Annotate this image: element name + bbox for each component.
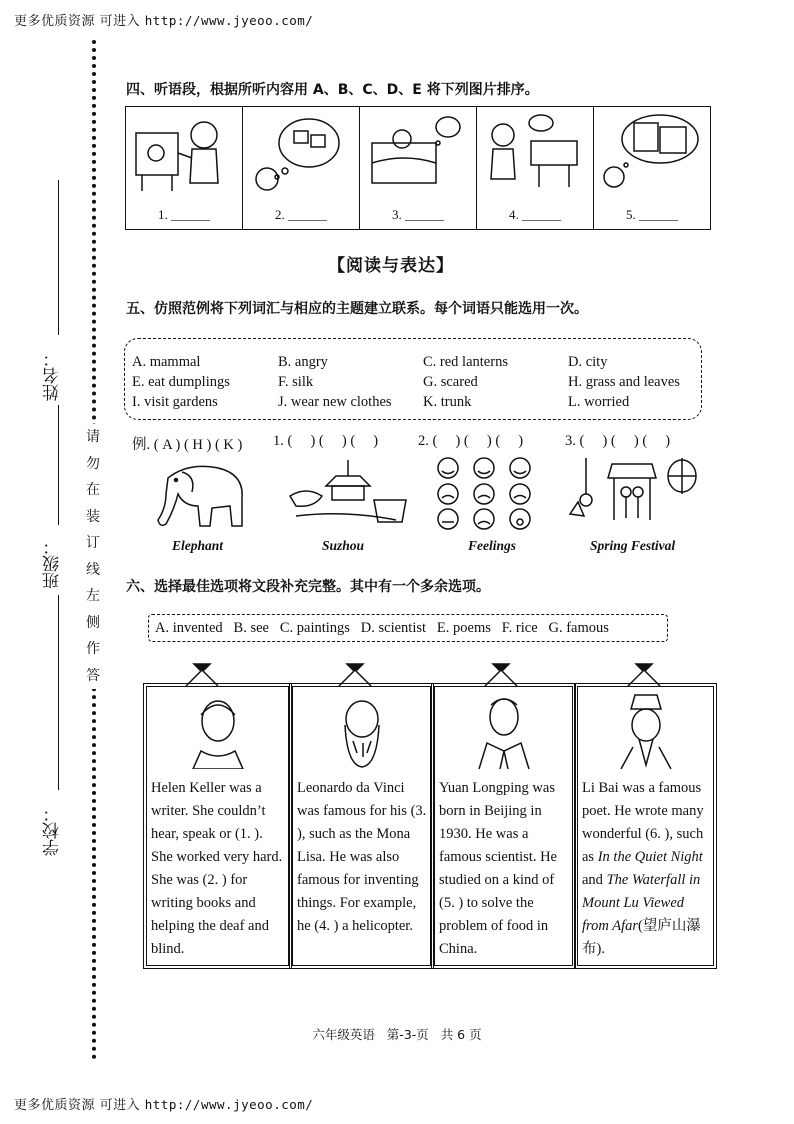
- elephant-icon: [148, 458, 248, 533]
- theme-suzhou: Suzhou: [322, 538, 365, 553]
- li-bai-portrait-icon: [611, 691, 681, 769]
- school-line: [58, 595, 59, 790]
- class-label: 班级：: [43, 538, 63, 589]
- hook-icon-4: [624, 658, 664, 688]
- q5-word-f: F. silk: [278, 374, 314, 390]
- q5-word-a: A. mammal: [132, 354, 201, 370]
- boy-in-bed-icon: [366, 113, 466, 193]
- section-title: 【阅读与表达】: [328, 256, 454, 276]
- card-text-2: Leonardo da Vinci was famous for his (3. ), such as the Mona Lisa. He was also famous for inventing things. For example, he (4. ) a helicopter.: [297, 780, 427, 934]
- spring-festival-icon: [560, 454, 700, 532]
- hook-icon-3: [481, 658, 521, 688]
- boy-with-tv-icon: [483, 113, 587, 193]
- q5-word-g: G. scared: [423, 374, 478, 390]
- page-footer: 六年级英语 第-3-页 共 6 页: [312, 1027, 482, 1042]
- q4-picture-3: [360, 107, 477, 229]
- hook-icon-1: [182, 658, 222, 688]
- header-link-text: 更多优质资源 可进入 http://www.jyeoo.com/: [14, 13, 314, 29]
- q5-word-l: L. worried: [568, 394, 630, 410]
- q5-word-k: K. trunk: [423, 394, 472, 410]
- footer-link-text: 更多优质资源 可进入 http://www.jyeoo.com/: [14, 1097, 314, 1113]
- q5-word-d: D. city: [568, 354, 608, 370]
- q4-picture-row: [125, 106, 711, 230]
- q5-answer-3[interactable]: 3. ( ) ( ) ( ): [565, 433, 671, 449]
- q5-example-answer: 例. ( A ) ( H ) ( K ): [132, 437, 243, 453]
- footer-url[interactable]: http://www.jyeoo.com/: [144, 1097, 314, 1112]
- poem-title-1: In the Quiet Night: [597, 849, 703, 865]
- q5-word-b: B. angry: [278, 354, 328, 370]
- q5-word-i: I. visit gardens: [132, 394, 218, 410]
- card-leonardo: [292, 686, 431, 966]
- feelings-faces-icon: [430, 456, 540, 531]
- q6-options-box: [148, 614, 668, 642]
- name-label: 姓名：: [43, 350, 63, 401]
- card-li-bai: [577, 686, 714, 966]
- q4-blank-1[interactable]: 1. ______: [158, 207, 210, 222]
- boy-pointing-board-icon: [132, 113, 232, 193]
- q5-title: 五、仿照范例将下列词汇与相应的主题建立联系。每个词语只能选用一次。: [126, 301, 588, 317]
- card-text-1: Helen Keller was a writer. She couldn’t hear, speak or (1. ). She worked very hard. She was (2. ) for writing books and helping the deaf and blind.: [151, 780, 283, 957]
- q4-picture-2: [243, 107, 360, 229]
- header-url[interactable]: http://www.jyeoo.com/: [144, 13, 314, 28]
- q4-blank-3[interactable]: 3. ______: [392, 207, 444, 222]
- card-helen-keller: [146, 686, 289, 966]
- helen-keller-portrait-icon: [183, 691, 253, 769]
- q4-picture-1: [126, 107, 243, 229]
- card-yuan-longping: [434, 686, 573, 966]
- boy-thinking-papers-icon: [600, 113, 704, 193]
- theme-elephant: Elephant: [172, 538, 224, 553]
- q4-blank-2[interactable]: 2. ______: [275, 207, 327, 222]
- q6-options: A. invented B. see C. paintings D. scientist E. poems F. rice G. famous: [155, 620, 609, 636]
- poem-title-2: The Waterfall in Mount Lu Viewed from Afar: [582, 872, 701, 934]
- theme-spring-festival: Spring Festival: [590, 538, 676, 553]
- q4-picture-4: [477, 107, 594, 229]
- q6-title: 六、选择最佳选项将文段补充完整。其中有一个多余选项。: [126, 579, 490, 595]
- card-text-3: Yuan Longping was born in Beijing in 1930. He was a famous scientist. He studied on a kind of (5. ) to solve the problem of food in China.: [439, 780, 557, 957]
- card-text-4: Li Bai was a famous poet. He wrote many wonderful (6. ), such as In the Quiet Night and The Waterfall in Mount Lu Viewed from Afar(望庐山瀑布).: [582, 780, 704, 957]
- yuan-longping-portrait-icon: [469, 691, 539, 769]
- q5-word-j: J. wear new clothes: [278, 394, 392, 410]
- theme-feelings: Feelings: [468, 538, 517, 553]
- q5-word-h: H. grass and leaves: [568, 374, 680, 390]
- school-label: 学校：: [43, 805, 63, 856]
- q4-title: 四、听语段，根据所听内容用 A、B、C、D、E 将下列图片排序。: [126, 82, 539, 98]
- q4-blank-5[interactable]: 5. ______: [626, 207, 678, 222]
- q5-answer-1[interactable]: 1. ( ) ( ) ( ): [273, 433, 379, 449]
- q5-answer-2[interactable]: 2. ( ) ( ) ( ): [418, 433, 524, 449]
- class-line: [58, 405, 59, 525]
- q5-word-e: E. eat dumplings: [132, 374, 230, 390]
- leonardo-portrait-icon: [327, 691, 397, 769]
- q5-word-c: C. red lanterns: [423, 354, 508, 370]
- girl-thinking-icon: [249, 113, 349, 193]
- name-line: [58, 180, 59, 335]
- binding-warning: 请 勿 在 装 订 线 左 侧 作 答: [83, 424, 103, 689]
- hook-icon-2: [335, 658, 375, 688]
- q4-picture-5: [594, 107, 710, 229]
- q4-blank-4[interactable]: 4. ______: [509, 207, 561, 222]
- suzhou-garden-icon: [286, 456, 410, 531]
